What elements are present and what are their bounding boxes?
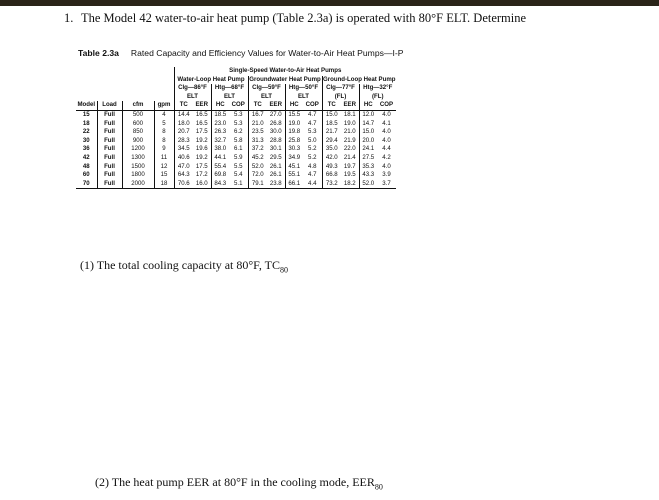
- table-cell: 850: [132, 128, 144, 136]
- table-cell: 66.1: [285, 180, 303, 189]
- table-cell: 27.5: [359, 154, 377, 163]
- capacity-table: [76, 67, 396, 189]
- table-cell: 21.9: [343, 136, 356, 144]
- header-metric: COP: [229, 101, 248, 110]
- table-cell: 18: [76, 120, 97, 129]
- table-cell: 45.1: [285, 163, 303, 172]
- table-cell: Full: [97, 145, 122, 154]
- table-cell: 18.0: [174, 120, 193, 129]
- table-cell: 55.4: [211, 163, 229, 172]
- table-body: [76, 110, 396, 188]
- table-cell: 72.0: [248, 171, 267, 180]
- table-row: [76, 171, 396, 180]
- table-cell: 43.3: [359, 171, 377, 180]
- table-cell: 30.0: [269, 128, 282, 136]
- table-cell: 6.2: [234, 128, 243, 136]
- sub-question-2-text: (2) The heat pump EER at 80°F in the cooling mode, EER: [95, 475, 375, 489]
- table-cell: 23.5: [248, 128, 267, 137]
- table-cell: 4.8: [308, 162, 317, 170]
- table-cell: 70.6: [174, 180, 193, 189]
- table-cell: 42: [76, 154, 97, 163]
- table-cell: 30.3: [285, 145, 303, 154]
- condition-5-line1: Clg—77°F: [322, 84, 359, 93]
- table-cell: 15.0: [322, 110, 341, 119]
- table-cell: 15.0: [359, 128, 377, 137]
- condition-1-line2: ELT: [174, 93, 211, 102]
- table-cell: 37.2: [248, 145, 267, 154]
- system-ground-loop: Ground-Loop Heat Pump: [323, 75, 396, 83]
- table-cell: 35.3: [359, 163, 377, 172]
- table-cell: 20.7: [174, 128, 193, 137]
- condition-2-line2: ELT: [211, 93, 248, 102]
- table-cell: Full: [97, 163, 122, 172]
- header-metric: EER: [267, 101, 285, 110]
- group-header: Single-Speed Water-to-Air Heat Pumps: [174, 67, 396, 76]
- table-cell: 4.0: [382, 110, 391, 118]
- table-cell: 4.1: [382, 119, 391, 127]
- question-text: [64, 11, 526, 26]
- table-cell: 16.5: [195, 119, 208, 127]
- table-cell: 5.1: [229, 180, 248, 189]
- table-cell: 19.2: [195, 136, 208, 144]
- table-cell: 64.3: [174, 171, 193, 180]
- table-cell: 5.8: [234, 136, 243, 144]
- table-cell: 5: [154, 120, 174, 129]
- table-cell: 34.9: [285, 154, 303, 163]
- table-title: Rated Capacity and Efficiency Values for Water-to-Air Heat Pumps—I-P: [130, 48, 404, 58]
- table-cell: 55.1: [285, 171, 303, 180]
- system-water-loop: Water-Loop Heat Pump: [174, 76, 248, 85]
- table-cell: 18.2: [341, 180, 359, 189]
- table-row: [76, 163, 396, 172]
- table-cell: 23.8: [267, 180, 285, 189]
- table-cell: 14.4: [174, 110, 193, 119]
- condition-4-line1: Htg—50°F: [285, 84, 322, 93]
- table-cell: 28.3: [174, 137, 193, 146]
- table-row: [76, 180, 396, 189]
- table-cell: 4.0: [382, 136, 391, 144]
- table-cell: 30: [76, 137, 97, 146]
- header-metric: EER: [193, 101, 211, 110]
- table-cell: 22: [76, 128, 97, 137]
- table-cell: 4.4: [303, 180, 322, 189]
- header-metric: HC: [359, 101, 377, 110]
- table-cell: 3.9: [382, 171, 391, 179]
- table-cell: 8: [154, 137, 174, 146]
- table-cell: 17.2: [195, 171, 208, 179]
- table-cell: 5.9: [234, 153, 243, 161]
- condition-4-line2: ELT: [285, 93, 322, 102]
- condition-6-line1: Htg—32°F: [359, 84, 396, 93]
- table-cell: 5.2: [308, 153, 317, 161]
- table-cell: 21.4: [343, 153, 356, 161]
- table-cell: 1200: [131, 145, 145, 153]
- table-cell: 6.1: [234, 145, 243, 153]
- table-cell: 27.0: [269, 110, 282, 118]
- table-cell: 3.7: [377, 180, 396, 189]
- table-cell: 38.0: [211, 145, 229, 154]
- header-metric: HC: [285, 101, 303, 110]
- condition-2-line1: Htg—68°F: [211, 84, 248, 93]
- table-cell: 4.2: [382, 153, 391, 161]
- table-cell: 4.7: [308, 119, 317, 127]
- table-cell: 48: [76, 163, 97, 172]
- table-cell: Full: [97, 137, 122, 146]
- sub-question-2-subscript: 80: [374, 482, 383, 492]
- table-cell: 25.8: [285, 137, 303, 146]
- table-cell: 16.5: [195, 110, 208, 118]
- table-cell: 36: [76, 145, 97, 154]
- question-number: 1.: [64, 11, 74, 25]
- table-cell: 1800: [131, 171, 145, 179]
- table-cell: 45.2: [248, 154, 267, 163]
- header-metric: HC: [211, 101, 229, 110]
- table-cell: Full: [97, 110, 122, 119]
- table-cell: 2000: [122, 180, 154, 189]
- table-cell: 21.7: [322, 128, 341, 137]
- table-cell: Full: [97, 154, 122, 163]
- table-cell: 21.0: [248, 120, 267, 129]
- table-cell: 18.5: [211, 110, 229, 119]
- table-cell: 52.0: [248, 163, 267, 172]
- table-cell: 16.0: [193, 180, 211, 189]
- table-cell: 5.3: [234, 119, 243, 127]
- table-cell: 12: [154, 163, 174, 172]
- table-cell: 66.8: [322, 171, 341, 180]
- table-cell: 31.3: [248, 137, 267, 146]
- header-metric: TC: [322, 101, 341, 110]
- table-cell: 19.0: [285, 120, 303, 129]
- table-cell: 47.0: [174, 163, 193, 172]
- table-cell: 26.1: [269, 171, 282, 179]
- table-cell: 40.6: [174, 154, 193, 163]
- header-metric: TC: [248, 101, 267, 110]
- table-cell: 26.8: [269, 119, 282, 127]
- table-cell: 26.1: [269, 162, 282, 170]
- header-cfm: cfm: [122, 101, 154, 110]
- table-cell: 4.7: [308, 110, 317, 118]
- table-cell: 30.1: [269, 145, 282, 153]
- table-cell: 29.5: [269, 153, 282, 161]
- table-cell: Full: [97, 120, 122, 129]
- table-cell: 52.0: [359, 180, 377, 189]
- table-cell: Full: [97, 128, 122, 137]
- table-cell: 28.8: [269, 136, 282, 144]
- table-cell: 69.8: [211, 171, 229, 180]
- table-cell: 18: [154, 180, 174, 189]
- table-cell: 500: [132, 110, 144, 118]
- table-cell: 42.0: [322, 154, 341, 163]
- table-cell: 19.7: [343, 162, 356, 170]
- table-cell: 17.5: [195, 128, 208, 136]
- table-cell: 900: [132, 136, 144, 144]
- table-cell: Full: [97, 180, 122, 189]
- table-row: [76, 110, 396, 119]
- table-cell: 32.7: [211, 137, 229, 146]
- table-cell: 4.7: [308, 171, 317, 179]
- table-cell: 4.0: [382, 162, 391, 170]
- top-border-bar: [0, 0, 659, 6]
- sub-question-1-subscript: 80: [280, 265, 289, 275]
- table-cell: 19.2: [195, 153, 208, 161]
- table-cell: 18.5: [322, 120, 341, 129]
- table-cell: 15.5: [285, 110, 303, 119]
- table-cell: 1500: [131, 162, 145, 170]
- table-cell: 19.0: [343, 119, 356, 127]
- table-cell: 21.0: [343, 128, 356, 136]
- table-cell: 70: [76, 180, 97, 189]
- table-cell: 79.1: [248, 180, 267, 189]
- condition-1-line1: Clg—86°F: [174, 84, 211, 93]
- header-metric: TC: [174, 101, 193, 110]
- table-row: [76, 145, 396, 154]
- header-metric: COP: [303, 101, 322, 110]
- table-cell: Full: [97, 171, 122, 180]
- table-row: [76, 137, 396, 146]
- table-cell: 1300: [131, 153, 145, 161]
- sub-question-1-text: (1) The total cooling capacity at 80°F, TC: [80, 258, 281, 272]
- table-cell: 9: [154, 145, 174, 154]
- question-body: The Model 42 water-to-air heat pump (Table 2.3a) is operated with 80°F ELT. Determine: [81, 11, 527, 25]
- table-cell: 17.5: [195, 162, 208, 170]
- table-row: [76, 128, 396, 137]
- header-metric: COP: [377, 101, 396, 110]
- table-cell: 35.0: [322, 145, 341, 154]
- table-label: Table 2.3a: [78, 48, 119, 58]
- table-cell: 20.0: [359, 137, 377, 146]
- condition-6-line2: (FL): [359, 93, 396, 102]
- table-cell: 12.0: [359, 110, 377, 119]
- table-cell: 34.5: [174, 145, 193, 154]
- condition-3-line2: ELT: [248, 93, 285, 102]
- table-cell: 19.8: [285, 128, 303, 137]
- table-cell: 60: [76, 171, 97, 180]
- table-row: [76, 120, 396, 129]
- table-cell: 4.0: [382, 128, 391, 136]
- table-cell: 5.2: [308, 145, 317, 153]
- table-cell: 5.5: [234, 162, 243, 170]
- table-caption: [78, 48, 403, 58]
- table-cell: 5.0: [308, 136, 317, 144]
- table-cell: 5.3: [308, 128, 317, 136]
- table-cell: 29.4: [322, 137, 341, 146]
- table-cell: 5.3: [234, 110, 243, 118]
- table-cell: 8: [154, 128, 174, 137]
- table-cell: 49.3: [322, 163, 341, 172]
- condition-5-line2: (FL): [322, 93, 359, 102]
- table-cell: 23.0: [211, 120, 229, 129]
- condition-3-line1: Clg—59°F: [248, 84, 285, 93]
- table-cell: 26.3: [211, 128, 229, 137]
- table-cell: 600: [132, 119, 144, 127]
- header-load: Load: [97, 101, 122, 110]
- table-cell: 24.1: [359, 145, 377, 154]
- table-cell: 84.3: [211, 180, 229, 189]
- table-cell: 19.6: [195, 145, 208, 153]
- table-cell: 4.4: [382, 145, 391, 153]
- table-cell: 19.5: [343, 171, 356, 179]
- table-cell: 4: [154, 110, 174, 119]
- table-cell: 11: [154, 154, 174, 163]
- header-model: Model: [76, 101, 97, 110]
- header-metric: EER: [341, 101, 359, 110]
- table-cell: 15: [154, 171, 174, 180]
- table-cell: 44.1: [211, 154, 229, 163]
- table-cell: 18.1: [343, 110, 356, 118]
- table-cell: 22.0: [343, 145, 356, 153]
- header-gpm: gpm: [154, 101, 174, 110]
- table-cell: 73.2: [322, 180, 341, 189]
- sub-question-2: [95, 475, 383, 491]
- table-cell: 15: [76, 110, 97, 119]
- table-row: [76, 154, 396, 163]
- table-cell: 5.4: [234, 171, 243, 179]
- sub-question-1: [80, 258, 288, 274]
- table-cell: 16.7: [248, 110, 267, 119]
- table-cell: 14.7: [359, 120, 377, 129]
- system-groundwater: Groundwater Heat Pump: [249, 75, 321, 83]
